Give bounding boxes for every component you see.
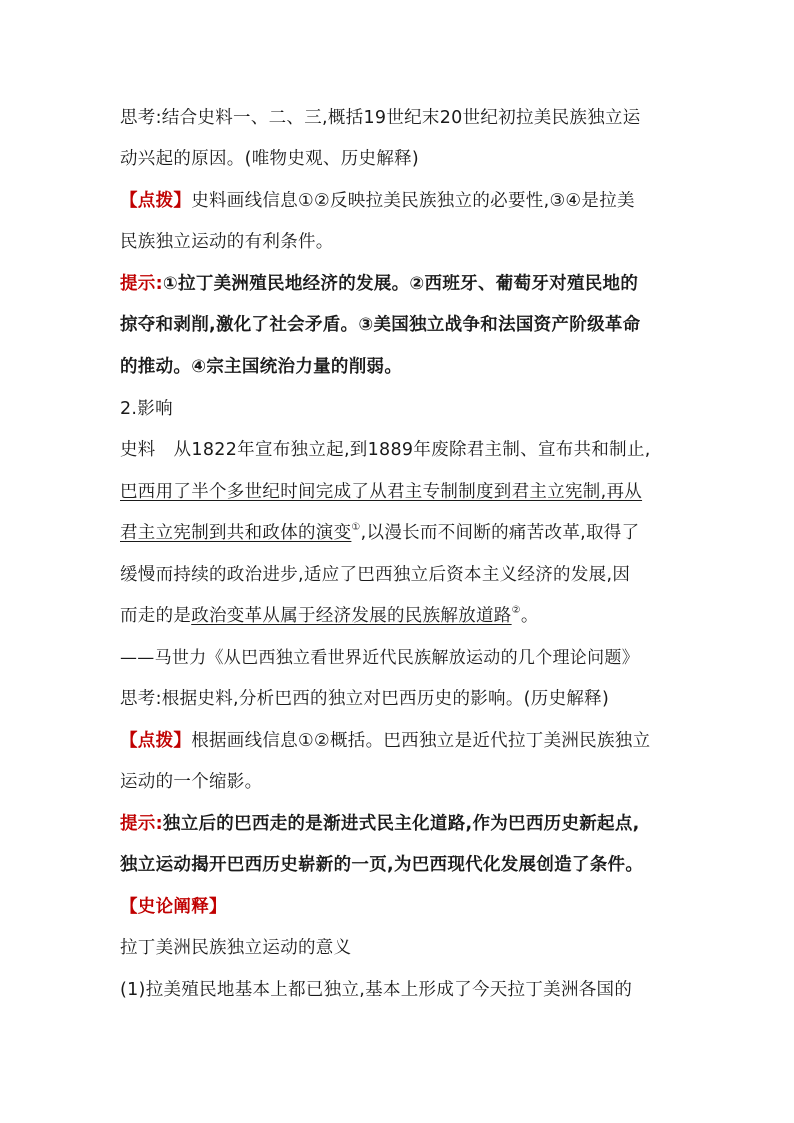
- source-underlined-1b: 君主立宪制到共和政体的演变: [120, 523, 352, 543]
- footnote-mark-1: ①: [351, 522, 361, 533]
- source-underlined-1: 巴西用了半个多世纪时间完成了从君主专制制度到君主立宪制,再从: [120, 482, 643, 502]
- hint-text: 史料画线信息①②反映拉美民族独立的必要性,③④是拉美: [191, 191, 635, 211]
- tip-1-cont-2: [120, 355, 402, 379]
- think-label: 思考:: [120, 108, 162, 128]
- hint-2-cont: [120, 770, 262, 794]
- source-underlined-2: 政治变革从属于经济发展的民族解放道路: [191, 606, 512, 626]
- tip-text: 独立运动揭开巴西历史崭新的一页,为巴西现代化发展创造了条件。: [120, 855, 644, 875]
- source-text: ,以漫长而不间断的痛苦改革,取得了: [360, 523, 640, 543]
- think-question-2: [120, 687, 609, 711]
- hint-1-cont: [120, 230, 334, 254]
- hint-tag: 【点拨】: [120, 191, 192, 211]
- citation-text: ——马世力《从巴西独立看世界近代民族解放运动的几个理论问题》: [120, 648, 639, 668]
- analysis-item-text: (1)拉美殖民地基本上都已独立,基本上形成了今天拉丁美洲各国的: [120, 980, 633, 1000]
- source-line-2: [120, 480, 642, 504]
- tip-1-cont-1: [120, 313, 640, 337]
- think-question-1: [120, 106, 641, 130]
- section-2-title: 2.影响: [120, 399, 173, 419]
- hint-text: 民族独立运动的有利条件。: [120, 232, 334, 252]
- think-text: 动兴起的原因。(唯物史观、历史解释): [120, 149, 420, 169]
- tip-label: 提示:: [120, 274, 163, 294]
- think-text: 根据史料,分析巴西的独立对巴西历史的影响。(历史解释): [161, 689, 610, 709]
- source-line-4: [120, 563, 630, 587]
- analysis-item-1: [120, 978, 632, 1002]
- analysis-tag-line: [120, 895, 227, 919]
- source-text: 。: [520, 606, 539, 626]
- source-line-3: [120, 521, 639, 545]
- source-text: 从1822年宣布独立起,到1889年废除君主制、宣布共和制止,: [173, 440, 651, 460]
- tip-2-cont: [120, 853, 643, 877]
- think-label: 思考:: [120, 689, 162, 709]
- source-line-1: [120, 438, 651, 462]
- source-citation: [120, 646, 639, 670]
- think-question-1-cont: [120, 147, 419, 171]
- analysis-tag: 【史论阐释】: [120, 897, 227, 917]
- source-label: 史料: [120, 440, 156, 460]
- hint-text: 根据画线信息①②概括。巴西独立是近代拉丁美洲民族独立: [191, 731, 651, 751]
- source-line-5: [120, 604, 539, 628]
- hint-text: 运动的一个缩影。: [120, 772, 263, 792]
- think-text: 结合史料一、二、三,概括19世纪末20世纪初拉美民族独立运: [161, 108, 641, 128]
- tip-text: 掠夺和剥削,激化了社会矛盾。③美国独立战争和法国资产阶级革命: [120, 315, 641, 335]
- footnote-mark-2: ②: [511, 605, 521, 616]
- tip-label: 提示:: [120, 814, 163, 834]
- tip-text: 独立后的巴西走的是渐进式民主化道路,作为巴西历史新起点,: [162, 814, 640, 834]
- analysis-heading-line: [120, 936, 351, 960]
- hint-1: [120, 189, 635, 213]
- hint-2: [120, 729, 650, 753]
- tip-text: 的推动。④宗主国统治力量的削弱。: [120, 357, 403, 377]
- tip-text: ①拉丁美洲殖民地经济的发展。②西班牙、葡萄牙对殖民地的: [162, 274, 639, 294]
- section-title: [120, 397, 173, 421]
- tip-2: [120, 812, 640, 836]
- analysis-heading: 拉丁美洲民族独立运动的意义: [120, 938, 352, 958]
- tip-1: [120, 272, 638, 296]
- source-text: 而走的是: [120, 606, 192, 626]
- hint-tag: 【点拨】: [120, 731, 192, 751]
- source-text: 缓慢而持续的政治进步,适应了巴西独立后资本主义经济的发展,因: [120, 565, 631, 585]
